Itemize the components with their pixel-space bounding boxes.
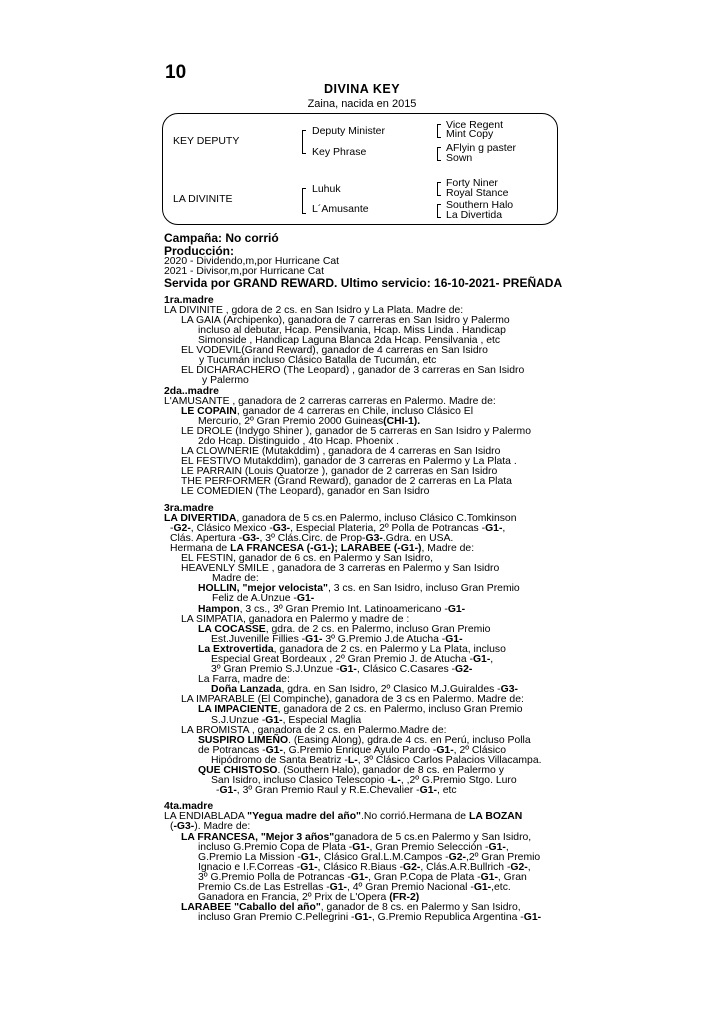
- text-line: [164, 277, 584, 290]
- text-segment: , Clásico C.Casares -: [356, 664, 456, 676]
- text-segment: G1-: [445, 633, 463, 645]
- pedigree-box: [162, 113, 558, 225]
- text-segment: , 3º Gran Premio Raul y R.E.Chevalier -: [236, 785, 420, 797]
- text-segment: L-: [391, 775, 401, 787]
- text-segment: LA SIMPATIA, ganadora en Palermo y madre de :: [181, 613, 410, 625]
- text-segment: G1-: [480, 871, 498, 883]
- text-segment: G1-: [488, 841, 506, 853]
- text-segment: G1-: [300, 851, 319, 863]
- text-segment: LARABEE "Caballo del año": [181, 902, 321, 914]
- pedigree-dam-sire: Luhuk: [312, 183, 341, 195]
- text-segment: . (Southern Halo), ganador de 8 cs. en Palermo y: [277, 765, 504, 776]
- text-segment: LA IMPARABLE (El Compinche), ganadora de 3 cs en Palermo. Madre de:: [181, 694, 524, 706]
- text-segment: Feliz de A.Unzue -: [212, 593, 297, 605]
- text-segment: -: [216, 785, 220, 797]
- text-segment: , 4º Gran Premio Nacional -: [347, 882, 474, 894]
- text-segment: Doña Lanzada: [211, 684, 282, 696]
- text-segment: G2-: [173, 522, 191, 534]
- text-segment: LE COMEDIEN (The Leopard), ganador en San Isidro: [181, 486, 430, 498]
- text-segment: , 3 cs. en San Isidro, incluso Gran Premio: [327, 583, 520, 595]
- text-segment: 2020 - Dividendo,m,por Hurricane Cat: [164, 256, 339, 267]
- text-segment: LA DIVINITE , gdora de 2 cs. en San Isidro y La Plata. Madre de:: [164, 304, 464, 316]
- text-segment: , Gran Premio Selección -: [369, 841, 489, 853]
- text-segment: Mercurio, 2º Gran Premio 2000 Guineas: [198, 415, 384, 427]
- text-segment: L'AMUSANTE , ganadora de 2 carreras carreras en Palermo. Madre de:: [164, 395, 496, 407]
- text-segment: , Madre de:: [421, 542, 475, 554]
- text-segment: LA IMPACIENTE: [198, 704, 278, 716]
- text-segment: Premio Cs.de Las Estrellas -: [198, 882, 330, 894]
- text-segment: , ganador de 4 carreras en Chile, incluso Clásico El: [236, 405, 474, 417]
- bracket: [302, 188, 306, 214]
- text-segment: LA CLOWNERIE (Mutakddim) , ganadora de 4 carreras en San Isidro: [181, 446, 501, 458]
- text-segment: ,: [527, 861, 531, 873]
- text-segment: G1-: [354, 912, 372, 924]
- text-segment: G3-: [365, 532, 383, 544]
- text-segment: HOLLIN, "mejor velocista": [198, 583, 328, 595]
- text-segment: Hampon: [198, 603, 240, 615]
- text-segment: G1-: [329, 882, 347, 894]
- text-segment: , Clás.A.R.Bullrich -: [420, 861, 511, 873]
- text-segment: L-: [347, 754, 358, 766]
- bracket: [302, 130, 306, 154]
- text-segment: Simonside , Handicap Laguna Blanca 2da Hcap. Pensilvania , etc: [198, 335, 501, 347]
- text-segment: Hipódromo de Santa Beatriz -: [211, 754, 348, 766]
- pedigree-ggp: La Divertida: [446, 209, 503, 221]
- text-segment: LA BROMISTA , ganadora de 2 cs. en Palermo.Madre de:: [181, 724, 447, 736]
- text-segment: (FR-2): [389, 892, 420, 904]
- text-segment: , Gran P.Copa de Plata -: [368, 871, 481, 883]
- text-segment: , 2º Clásico: [453, 744, 506, 756]
- text-segment: LA FRANCESA, "Mejor 3 años": [181, 831, 335, 843]
- text-segment: S.J.Unzue -: [211, 714, 266, 726]
- text-segment: -: [170, 522, 174, 534]
- text-segment: G3-: [272, 522, 291, 534]
- text-segment: y Palermo: [202, 375, 249, 387]
- text-segment: LE DROLE (Indygo Shiner ), ganador de 5 carreras en San Isidro y Palermo: [181, 425, 531, 437]
- text-segment: Clás. Apertura -: [170, 532, 243, 544]
- text-segment: 3ra.madre: [164, 502, 214, 514]
- text-segment: ganadora de 5 cs.en Palermo y San Isidro,: [334, 831, 532, 843]
- text-segment: 4ta.madre: [164, 801, 214, 813]
- pedigree-sire: KEY DEPUTY: [173, 135, 240, 147]
- text-segment: .No corrió.Hermana de: [360, 811, 469, 823]
- text-segment: (: [170, 821, 174, 833]
- text-segment: de Potrancas -: [198, 744, 266, 756]
- text-segment: G1-: [339, 664, 357, 676]
- lot-number: 10: [165, 62, 187, 83]
- text-segment: G1-: [472, 653, 491, 665]
- pedigree-dam-dam: L´Amusante: [312, 203, 369, 215]
- horse-description: Zaina, nacida en 2015: [307, 98, 417, 110]
- text-segment: G1-: [265, 744, 283, 756]
- text-segment: G1-: [300, 861, 318, 873]
- text-segment: G1-: [296, 593, 315, 605]
- text-segment: G2-: [455, 664, 473, 676]
- text-segment: Madre de:: [212, 573, 259, 585]
- text-segment: , Especial Maglia: [282, 714, 362, 726]
- text-segment: LA BOZAN: [468, 811, 523, 823]
- text-segment: , G.Premio Republica Argentina -: [371, 912, 524, 924]
- text-segment: Ignacio e I.F.Correas -: [198, 861, 301, 873]
- text-segment: 2da..madre: [164, 385, 219, 397]
- text-segment: G1-: [219, 785, 237, 797]
- text-segment: EL VODEVIL(Grand Reward), ganador de 4 carreras en San Isidro: [181, 345, 488, 357]
- pedigree-ggp: AFlyin g paster: [446, 142, 517, 154]
- bracket: [437, 182, 441, 196]
- text-segment: Hermana de: [170, 542, 231, 554]
- text-line: [164, 913, 584, 923]
- text-segment: -G3-: [173, 821, 195, 833]
- text-segment: , G.Premio Enrique Ayulo Pardo -: [282, 744, 437, 756]
- text-segment: , ,2º G.Premio Stgo. Luro: [400, 775, 517, 787]
- horse-name: DIVINA KEY: [323, 82, 401, 96]
- text-segment: , 3º Clásico Carlos Palacios Villacampa.: [357, 754, 542, 766]
- text-segment: 3º Gran Premio S.J.Unzue -: [211, 664, 340, 676]
- text-segment: ,: [490, 653, 494, 665]
- text-segment: G1-: [419, 785, 437, 797]
- text-segment: San Isidro, incluso Clasico Telescopio -: [211, 775, 391, 787]
- text-segment: , ganadora de 2 cs. en Palermo, incluso Gran Premio: [277, 704, 523, 716]
- pedigree-ggp: Sown: [446, 152, 473, 164]
- catalog-text: [164, 232, 584, 923]
- text-segment: EL FESTIN, ganador de 6 cs. en Palermo y San Isidro,: [181, 553, 433, 565]
- pedigree-sire-dam: Key Phrase: [312, 146, 367, 158]
- text-segment: 1ra.madre: [164, 294, 214, 306]
- text-segment: LA GAIA (Archipenko), ganadora de 7 carreras en San Isidro y Palermo: [181, 314, 510, 326]
- text-segment: Est.Juvenille Fillies -: [211, 633, 306, 645]
- pedigree-sire-sire: Deputy Minister: [312, 125, 385, 137]
- text-segment: G1-: [485, 522, 503, 534]
- text-segment: G2-: [403, 861, 421, 873]
- pedigree-ggp: Southern Halo: [446, 199, 514, 211]
- text-segment: G.Premio La Mission -: [198, 851, 301, 863]
- text-segment: , Gran: [497, 871, 527, 883]
- text-segment: EL DICHARACHERO (The Leopard) , ganador de 3 carreras en San Isidro: [181, 365, 525, 377]
- text-segment: LA ENDIABLADA: [164, 811, 248, 823]
- text-segment: , 3º Clás.Circ. de Prop-: [259, 532, 366, 544]
- pedigree-ggp: Vice Regent: [446, 119, 504, 131]
- text-segment: THE PERFORMER (Grand Reward), ganador de 2 carreras en La Plata: [181, 476, 512, 488]
- text-segment: , Especial Plateria, 2º Polla de Potrancas -: [290, 522, 486, 534]
- text-segment: G3-: [242, 532, 260, 544]
- text-segment: QUE CHISTOSO: [198, 765, 278, 776]
- text-segment: incluso G.Premio Copa de Plata -: [198, 841, 353, 853]
- text-segment: 2021 - Divisor,m,por Hurricane Cat: [164, 266, 324, 278]
- text-segment: , gdra. en San Isidro, 2º Clasico M.J.Guiraldes -: [281, 684, 501, 696]
- text-segment: Especial Great Bordeaux , 2º Gran Premio J. de Atucha -: [211, 653, 473, 665]
- text-segment: HEAVENLY SMILE , ganadora de 3 carreras en Palermo y San Isidro: [181, 563, 500, 575]
- text-segment: LE PARRAIN (Louis Quatorze ), ganador de 2 carreras en San Isidro: [181, 466, 498, 478]
- pedigree-dam: LA DIVINITE: [173, 193, 233, 205]
- text-segment: , Clásico Mexico -: [190, 522, 273, 534]
- text-segment: , ganadora de 5 cs.en Palermo, incluso Clásico C.Tomkinson: [236, 512, 517, 524]
- text-segment: ). Madre de:: [194, 821, 251, 833]
- text-segment: 2do Hcap. Distinguido , 4to Hcap. Phoenix .: [198, 436, 400, 447]
- text-segment: ,: [502, 522, 506, 534]
- text-segment: G1-: [350, 871, 369, 883]
- bracket: [437, 124, 441, 138]
- text-segment: ,etc.: [491, 882, 511, 894]
- text-segment: .Gdra. en USA.: [382, 532, 454, 544]
- text-segment: La Farra, madre de:: [198, 674, 290, 686]
- text-segment: 3º G.Premio Polla de Potrancas -: [198, 871, 351, 883]
- text-segment: (CHI-1).: [383, 415, 421, 427]
- text-segment: incluso Gran Premio C.Pellegrini -: [198, 912, 355, 924]
- text-segment: incluso al debutar, Hcap. Pensilvania, Hcap. Miss Linda . Handicap: [198, 324, 506, 336]
- text-line: [164, 786, 584, 796]
- text-segment: LA DIVERTIDA: [164, 512, 237, 524]
- text-segment: 3º G.Premio J.de Atucha -: [322, 633, 446, 645]
- text-segment: LA FRANCESA (-G1-); LARABEE (-G1-): [230, 542, 422, 554]
- text-segment: G1-: [523, 912, 542, 924]
- text-segment: SUSPIRO LIMEÑO: [198, 734, 289, 746]
- text-segment: G1-: [447, 603, 466, 615]
- text-segment: ,: [505, 841, 509, 853]
- text-segment: , ganadora de 2 cs. en Palermo y La Plata, incluso: [273, 643, 506, 655]
- text-segment: EL FESTIVO Mutakddim), ganador de 3 carreras en Palermo y La Plata .: [181, 456, 517, 468]
- text-line: [164, 376, 584, 386]
- text-segment: G2-: [510, 861, 528, 873]
- pedigree-ggp: Mint Copy: [446, 128, 494, 140]
- text-segment: G2-: [448, 851, 466, 863]
- text-segment: La Extrovertida: [198, 643, 274, 655]
- text-segment: . (Easing Along), gdra.de 4 cs. en Perú, incluso Polla: [288, 734, 531, 746]
- text-segment: , etc: [436, 785, 457, 797]
- text-segment: Producción:: [164, 243, 235, 258]
- bracket: [437, 147, 441, 161]
- text-segment: y Tucumán incluso Clásico Batalla de Tucumán, etc: [199, 355, 437, 367]
- text-segment: LE COPAIN: [181, 405, 237, 417]
- pedigree-ggp: Royal Stance: [446, 187, 509, 199]
- bracket: [437, 204, 441, 218]
- text-segment: Servida por GRAND REWARD. Ultimo servicio: 16-10-2021: [164, 276, 496, 291]
- text-segment: G3-: [500, 684, 518, 696]
- text-segment: , ganador de 8 cs. en Palermo y San Isidro,: [320, 902, 521, 914]
- text-segment: Ganadora en Francia, 2º Prix de L'Opera: [198, 892, 390, 904]
- text-segment: "Yegua madre del año": [247, 811, 361, 823]
- text-segment: Campaña: No corrió: [164, 231, 279, 245]
- text-segment: G1-: [436, 744, 454, 756]
- text-segment: , Clásico Gral.L.M.Campos -: [318, 851, 449, 863]
- text-segment: G1-: [352, 841, 370, 853]
- text-segment: , gdra. de 2 cs. en Palermo, incluso Gran Premio: [265, 623, 491, 635]
- text-segment: , Clásico R.Biaus -: [317, 861, 404, 873]
- text-line: [164, 487, 584, 497]
- text-segment: ,2º Gran Premio: [465, 851, 541, 863]
- text-segment: LA COCASSE: [198, 623, 266, 635]
- text-segment: , 3 cs., 3º Gran Premio Int. Latinoamericano -: [239, 603, 448, 615]
- pedigree-ggp: Forty Niner: [446, 177, 498, 189]
- text-segment: G1-: [305, 633, 323, 645]
- text-segment: G1-: [265, 714, 283, 726]
- text-segment: G1-: [473, 882, 492, 894]
- text-segment: - PREÑADA: [495, 276, 563, 291]
